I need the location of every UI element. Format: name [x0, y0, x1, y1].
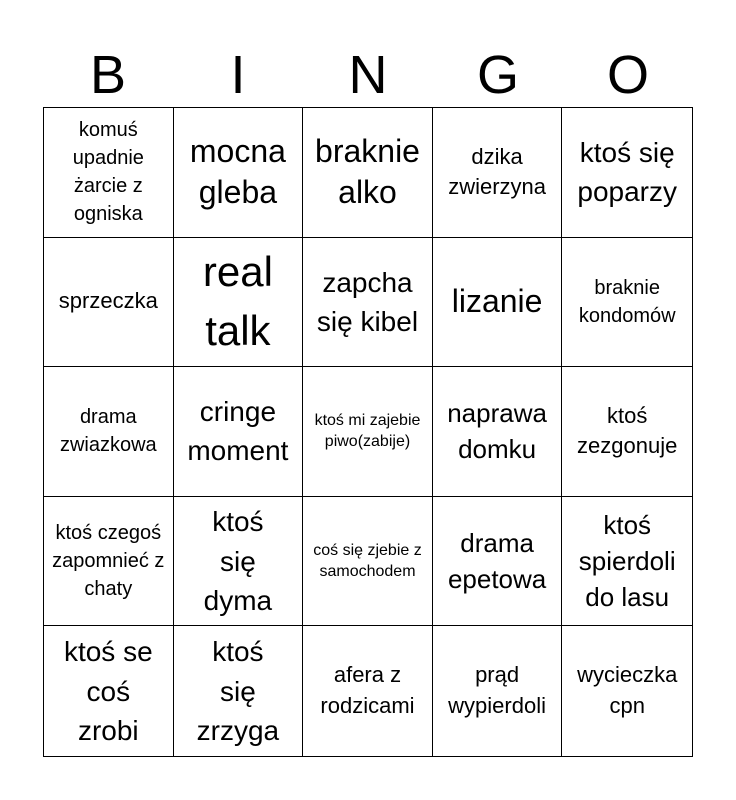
bingo-cell[interactable]: [433, 497, 563, 627]
bingo-cell-text: drama epetowa: [447, 527, 547, 595]
bingo-cell-text: naprawa domku: [447, 398, 547, 465]
bingo-cell[interactable]: [562, 497, 692, 627]
bingo-cell-text: ktoś zezgonuje: [577, 402, 678, 459]
bingo-cell-text: wycieczka cpn: [577, 662, 678, 719]
header-letter-n: N: [348, 45, 388, 105]
bingo-cell[interactable]: [433, 626, 563, 756]
bingo-cell-text: ktoś się dyma: [203, 506, 273, 616]
header-letter-i: I: [230, 45, 246, 105]
bingo-cell[interactable]: [174, 367, 304, 497]
bingo-header: [43, 44, 693, 106]
bingo-cell-text: coś się zjebie z samochodem: [313, 541, 422, 581]
bingo-cell-text: sprzeczka: [58, 288, 158, 314]
bingo-cell[interactable]: [44, 367, 174, 497]
bingo-cell-text: braknie alko: [315, 132, 420, 211]
bingo-cell-text: braknie kondomów: [578, 276, 676, 327]
bingo-cell-text: ktoś czegoś zapomnieć z chaty: [52, 522, 165, 601]
bingo-cell[interactable]: [562, 367, 692, 497]
bingo-cell-text: cringe moment: [187, 396, 289, 467]
bingo-cell[interactable]: [44, 497, 174, 627]
bingo-cell-text: prąd wypierdoli: [448, 662, 546, 719]
bingo-cell-text: drama zwiazkowa: [59, 406, 157, 457]
bingo-cell-text: lizanie: [451, 283, 543, 320]
bingo-cell[interactable]: [44, 238, 174, 368]
bingo-cell-text: mocna gleba: [189, 132, 286, 211]
bingo-cell-text: real talk: [202, 248, 273, 354]
bingo-cell[interactable]: [562, 238, 692, 368]
bingo-cell-text: komuś upadnie żarcie z ogniska: [72, 119, 144, 226]
bingo-cell[interactable]: [174, 497, 304, 627]
bingo-cell[interactable]: [433, 367, 563, 497]
bingo-cell[interactable]: [303, 626, 433, 756]
bingo-cell[interactable]: [303, 367, 433, 497]
header-letter-b: B: [89, 45, 127, 105]
bingo-cell[interactable]: [433, 108, 563, 238]
bingo-cell-text: ktoś się zrzyga: [196, 636, 280, 746]
bingo-cell-text: ktoś spierdoli do lasu: [578, 509, 676, 613]
bingo-cell[interactable]: [44, 626, 174, 756]
bingo-cell[interactable]: [303, 497, 433, 627]
bingo-cell[interactable]: [562, 108, 692, 238]
bingo-cell[interactable]: [174, 626, 304, 756]
bingo-cell[interactable]: [174, 108, 304, 238]
bingo-cell-text: ktoś się poparzy: [577, 137, 677, 208]
header-letter-g: G: [476, 45, 519, 105]
bingo-cell[interactable]: [303, 108, 433, 238]
bingo-cell[interactable]: [303, 238, 433, 368]
bingo-cell-text: dzika zwierzyna: [448, 143, 546, 200]
bingo-cell[interactable]: [562, 626, 692, 756]
bingo-board: [43, 107, 693, 757]
bingo-cell-text: ktoś mi zajebie piwo(zabije): [314, 411, 421, 451]
bingo-cell-text: afera z rodzicami: [320, 662, 415, 719]
bingo-cell[interactable]: [174, 238, 304, 368]
bingo-cell-text: zapcha się kibel: [316, 266, 419, 337]
header-letter-o: O: [606, 45, 649, 105]
bingo-cell[interactable]: [44, 108, 174, 238]
bingo-cell[interactable]: [433, 238, 563, 368]
bingo-cell-text: ktoś se coś zrobi: [63, 636, 153, 746]
